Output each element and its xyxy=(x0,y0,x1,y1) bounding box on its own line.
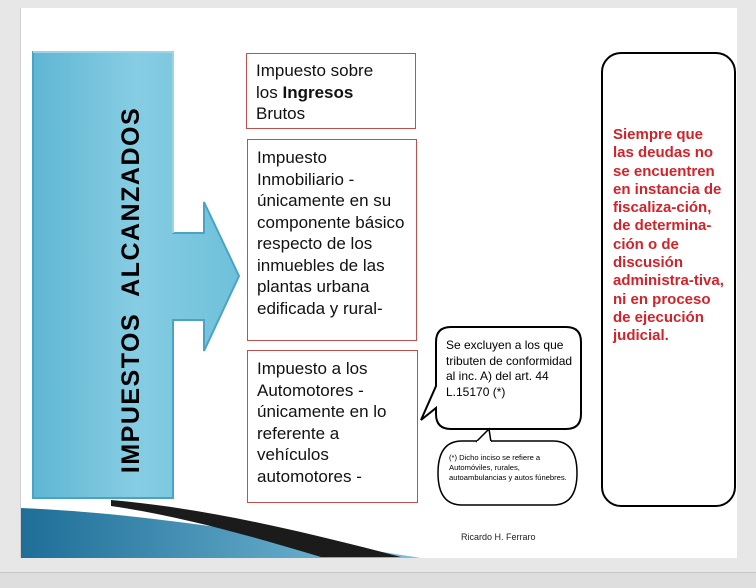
box1-line3: Brutos xyxy=(256,104,306,123)
callout-bottom-text: (*) Dicho inciso se refiere a Automóviles, rurales, autoambulancias y autos fúnebres. xyxy=(449,453,567,482)
box1-line2-prefix: los xyxy=(256,82,283,102)
callout-top-text: Se excluyen a los que tributen de conformidad al inc. A) del art. 44 L.15170 (*) xyxy=(446,338,573,399)
footer-author: Ricardo H. Ferraro xyxy=(461,532,536,542)
right-note-box xyxy=(601,52,736,507)
slide-canvas xyxy=(20,8,737,558)
box3-text: Impuesto a los Automotores - únicamente en lo referente a vehículos automotores - xyxy=(257,359,387,486)
callout-bottom-tail xyxy=(476,429,491,442)
bottom-scrollbar-area xyxy=(0,572,756,588)
box1-line1: Impuesto sobre xyxy=(256,61,374,80)
box2-text: Impuesto Inmobiliario - únicamente en su componente básico respecto de los inmuebles de las plantas urbana edificada y rural- xyxy=(257,148,405,318)
vertical-title: IMPUESTOS ALCANZADOS xyxy=(117,106,145,474)
box1-line2-bold: Ingresos xyxy=(282,82,354,102)
right-note-text: Siempre que las deudas no se encuentren en instancia de fiscaliza-ción, de determina-ción o de discusión administra-tiva, ni en proceso de ejecución judicial. xyxy=(613,126,724,345)
